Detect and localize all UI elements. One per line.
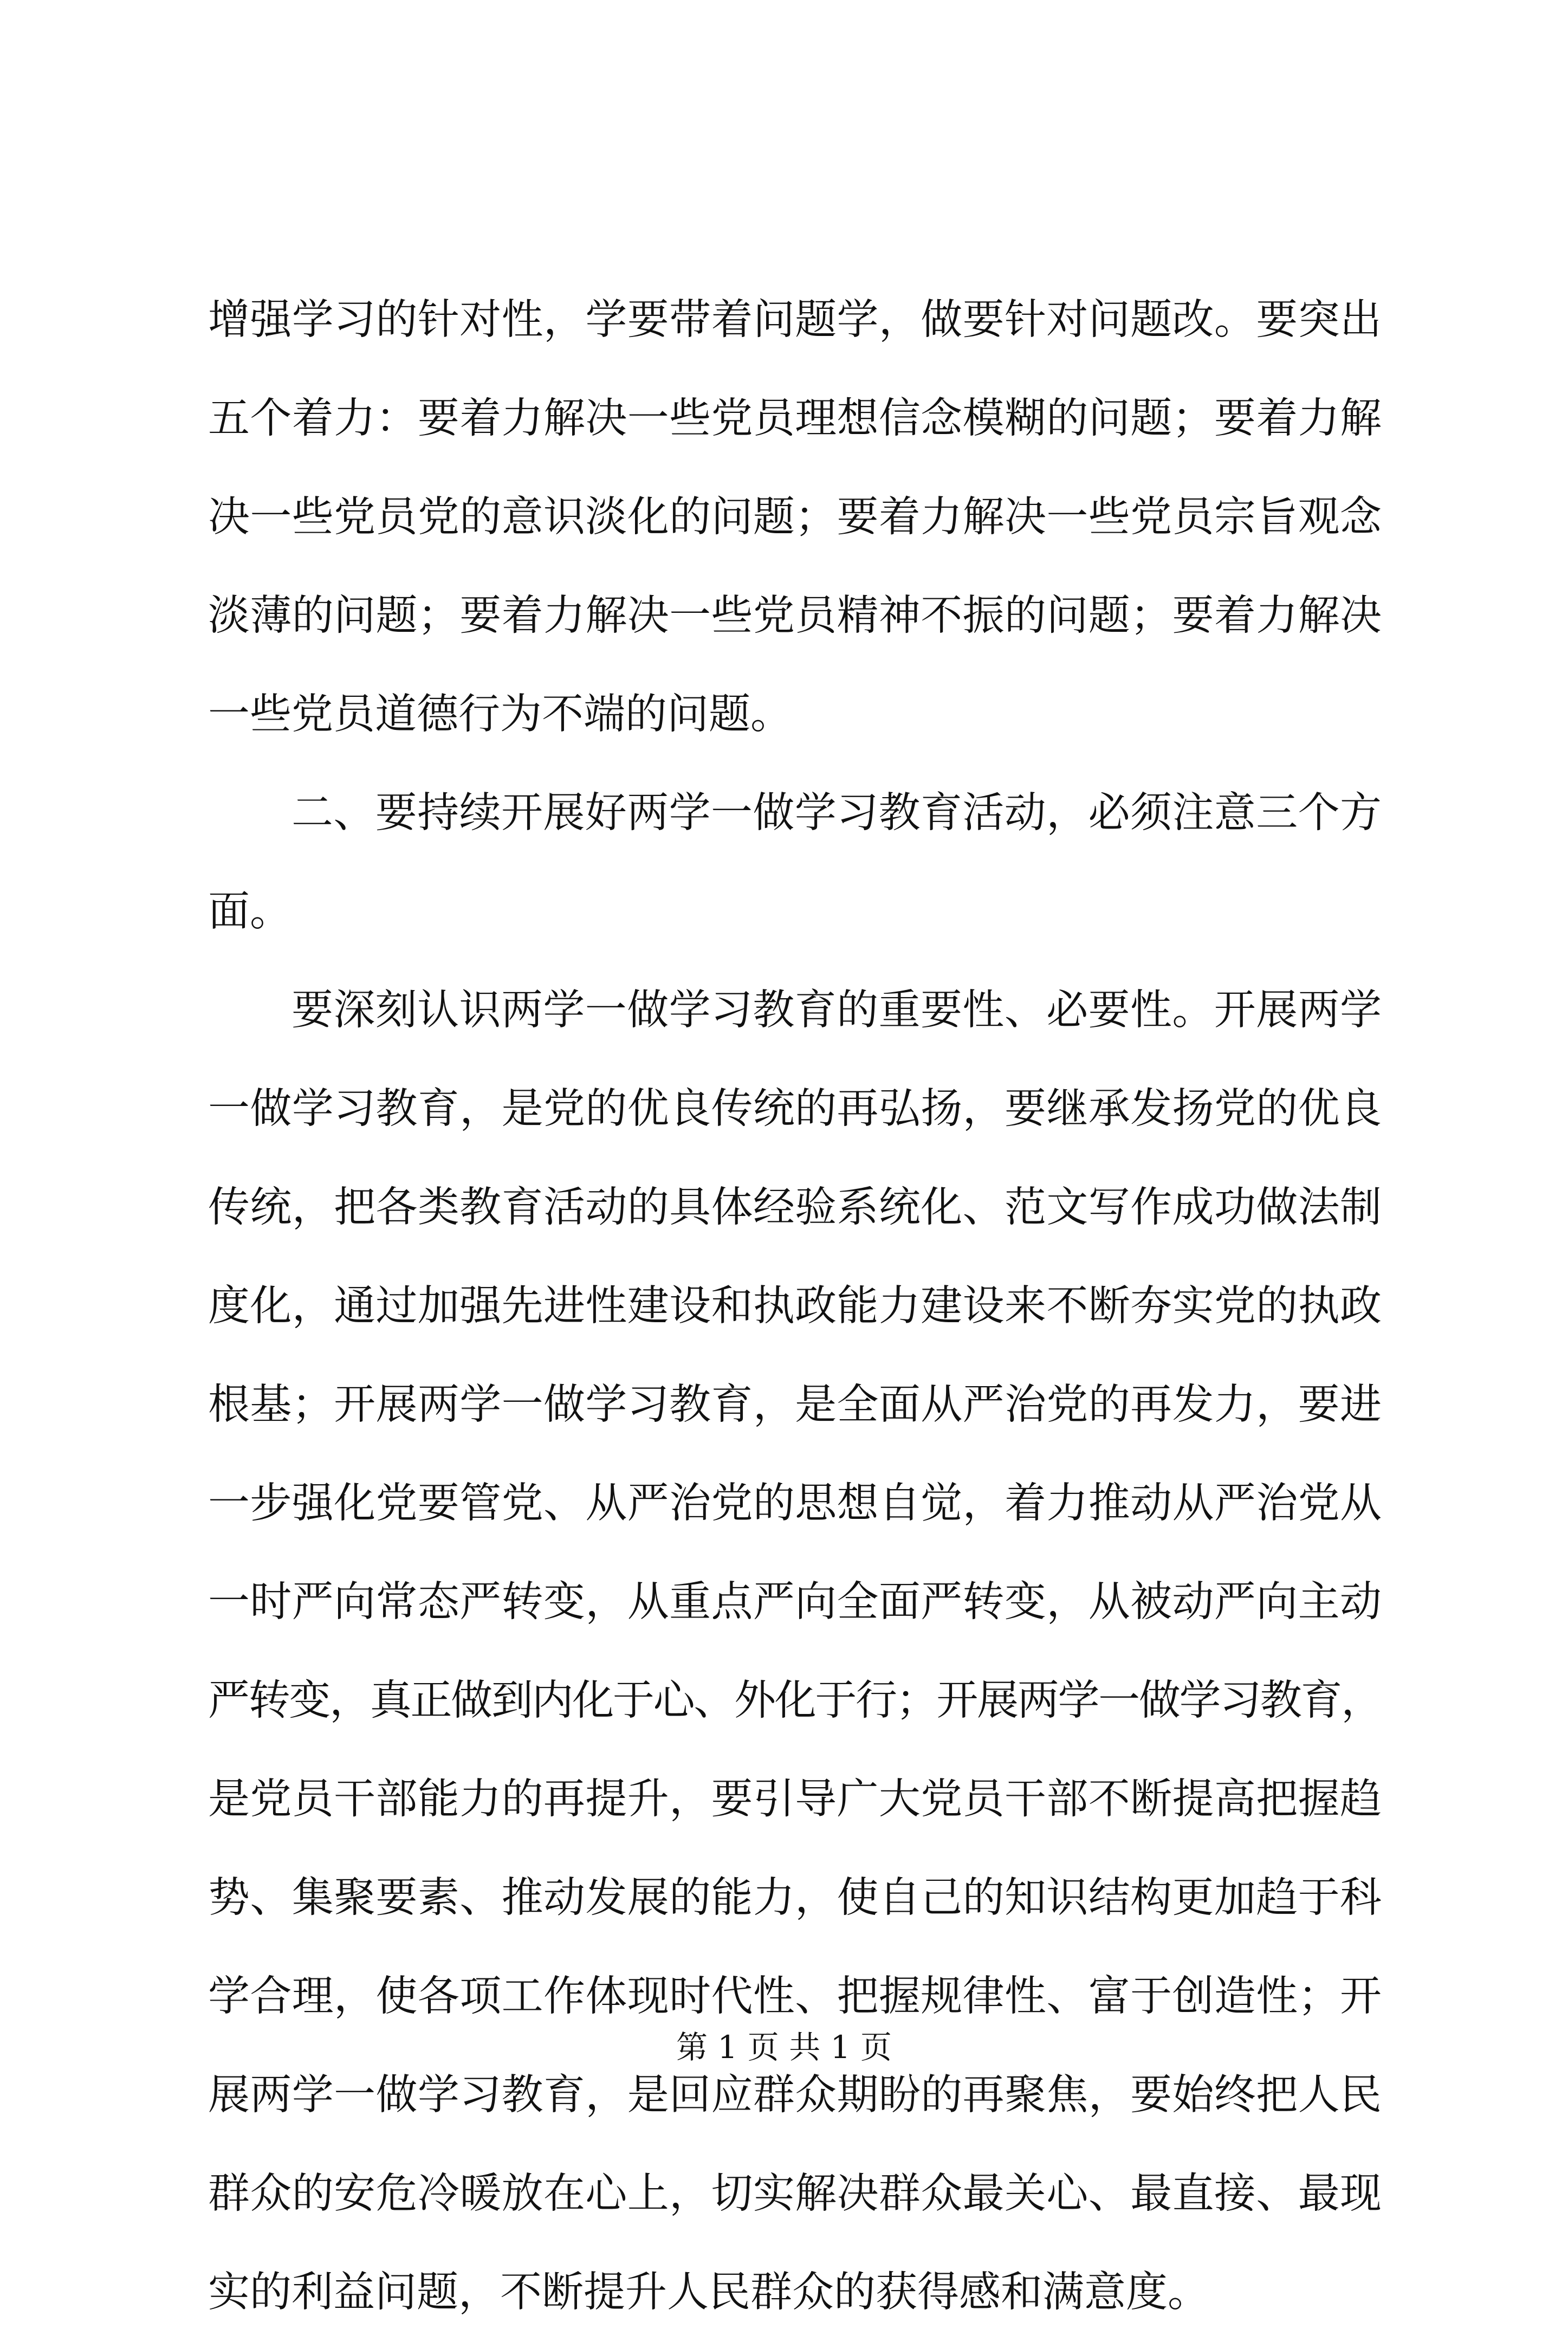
text-line: 面。	[208, 888, 291, 936]
text-line: 五个着力：要着力解决一些党员理想信念模糊的问题；要着力解	[208, 394, 1382, 443]
text-line: 一步强化党要管党、从严治党的思想自觉，着力推动从严治党从	[208, 1479, 1382, 1528]
text-line: 增强学习的针对性，学要带着问题学，做要针对问题改。要突出	[208, 296, 1382, 344]
text-line: 严转变，真正做到内化于心、外化于行；开展两学一做学习教育，	[208, 1677, 1382, 1725]
text-line: 是党员干部能力的再提升，要引导广大党员干部不断提高把握趋	[208, 1775, 1382, 1823]
text-line: 二、要持续开展好两学一做学习教育活动，必须注意三个方	[291, 789, 1382, 837]
text-line: 群众的安危冷暖放在心上，切实解决群众最关心、最直接、最现	[208, 2170, 1382, 2218]
text-line: 根基；开展两学一做学习教育，是全面从严治党的再发力，要进	[208, 1381, 1382, 1429]
text-line: 一时严向常态严转变，从重点严向全面严转变，从被动严向主动	[208, 1578, 1382, 1626]
text-line: 要深刻认识两学一做学习教育的重要性、必要性。开展两学	[291, 986, 1382, 1034]
text-line: 实的利益问题，不断提升人民群众的获得感和满意度。	[208, 2268, 1209, 2317]
page-footer: 第 1 页 共 1 页	[676, 2029, 892, 2066]
text-line: 一做学习教育，是党的优良传统的再弘扬，要继承发扬党的优良	[208, 1085, 1382, 1133]
text-line: 一些党员道德行为不端的问题。	[208, 690, 792, 739]
text-line: 度化，通过加强先进性建设和执政能力建设来不断夯实党的执政	[208, 1282, 1382, 1330]
text-line: 势、集聚要素、推动发展的能力，使自己的知识结构更加趋于科	[208, 1874, 1382, 1922]
text-line: 展两学一做学习教育，是回应群众期盼的再聚焦，要始终把人民	[208, 2071, 1382, 2119]
text-line: 传统，把各类教育活动的具体经验系统化、范文写作成功做法制	[208, 1183, 1382, 1232]
text-line: 学合理，使各项工作体现时代性、把握规律性、富于创造性；开	[208, 1972, 1382, 2021]
text-line: 淡薄的问题；要着力解决一些党员精神不振的问题；要着力解决	[208, 592, 1382, 640]
text-line: 决一些党员党的意识淡化的问题；要着力解决一些党员宗旨观念	[208, 493, 1382, 541]
